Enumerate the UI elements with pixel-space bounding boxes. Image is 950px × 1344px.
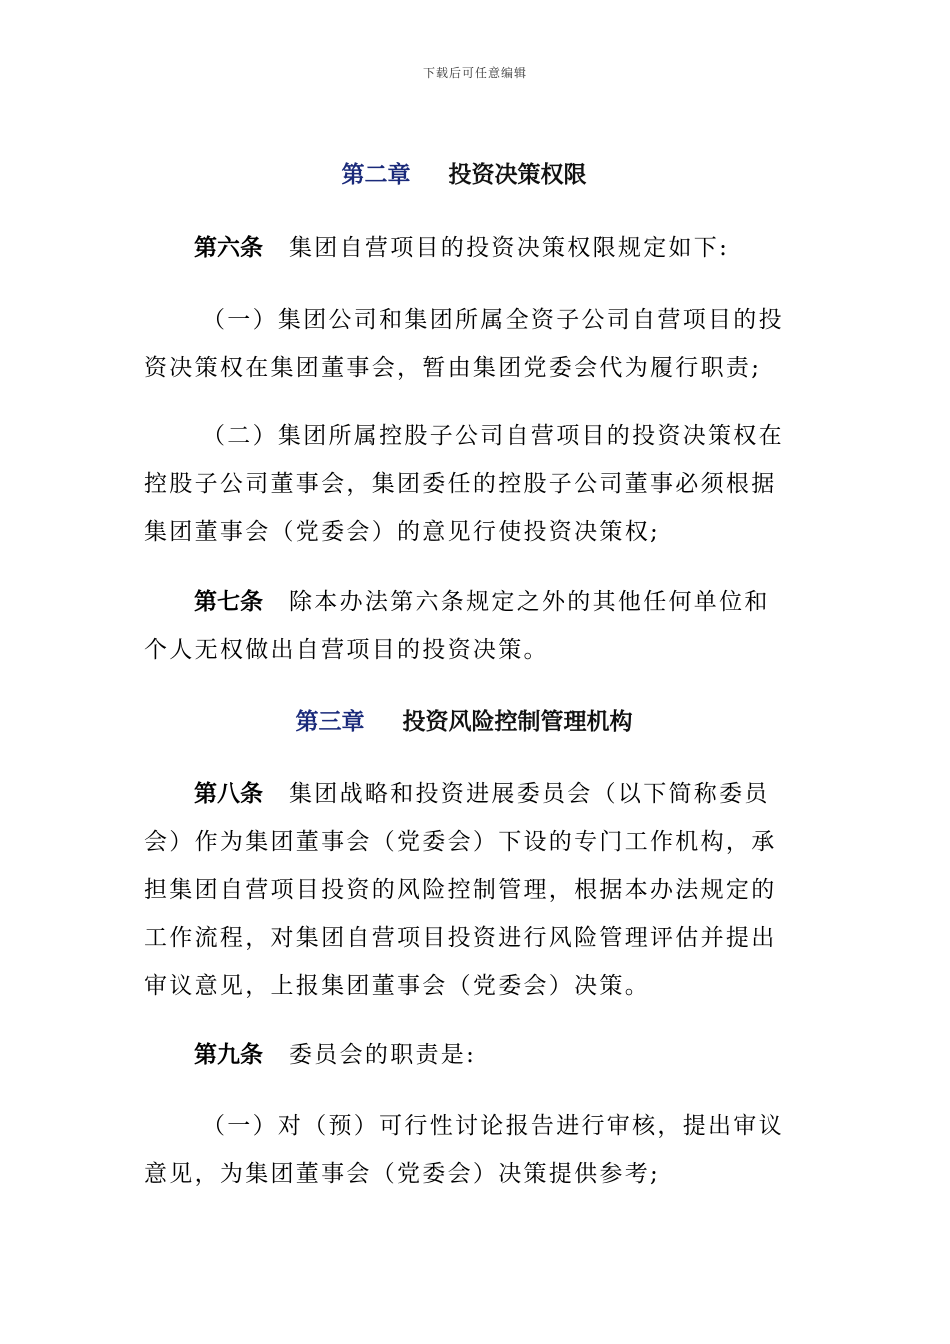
article-8-line-1: 集团战略和投资进展委员会（以下简称委员 bbox=[289, 781, 770, 807]
article-9-text: 委员会的职责是: bbox=[289, 1042, 477, 1068]
article-6-item-1-line-1: （一）集团公司和集团所属全资子公司自营项目的投 bbox=[202, 307, 784, 333]
article-6-label: 第六条 bbox=[194, 235, 263, 261]
article-8-line-2: 会）作为集团董事会（党委会）下设的专门工作机构，承 bbox=[144, 829, 777, 855]
article-8-line-4: 工作流程，对集团自营项目投资进行风险管理评估并提出 bbox=[144, 925, 777, 951]
article-8-line-5: 审议意见，上报集团董事会（党委会）决策。 bbox=[144, 973, 650, 999]
article-6-item-1-line-2: 资决策权在集团董事会，暂由集团党委会代为履行职责; bbox=[144, 355, 762, 381]
article-6-item-2-line-2: 控股子公司董事会，集团委任的控股子公司董事必须根据 bbox=[144, 471, 777, 497]
article-9-item-1-line-1: （一）对（预）可行性讨论报告进行审核，提出审议 bbox=[202, 1113, 784, 1139]
article-9-item-1 bbox=[144, 1102, 784, 1198]
page-header: 下载后可任意编辑 bbox=[422, 66, 527, 80]
chapter-3-title: 投资风险控制管理机构 bbox=[402, 709, 633, 735]
chapter-3-number: 第三章 bbox=[295, 709, 365, 735]
article-7-line-1: 除本办法第六条规定之外的其他任何单位和 bbox=[289, 589, 770, 615]
article-6 bbox=[144, 224, 784, 272]
article-6-item-1 bbox=[144, 296, 784, 392]
article-8-line-3: 担集团自营项目投资的风险控制管理，根据本办法规定的 bbox=[144, 877, 777, 903]
article-9-label: 第九条 bbox=[194, 1042, 263, 1068]
chapter-2-heading bbox=[144, 156, 784, 189]
chapter-2-title: 投资决策权限 bbox=[448, 162, 587, 188]
article-9 bbox=[144, 1031, 784, 1079]
article-6-item-2 bbox=[144, 412, 784, 556]
article-6-item-2-line-3: 集团董事会（党委会）的意见行使投资决策权; bbox=[144, 519, 661, 545]
article-7-line-2: 个人无权做出自营项目的投资决策。 bbox=[144, 637, 549, 663]
chapter-2-number: 第二章 bbox=[341, 162, 411, 188]
chapter-3-heading bbox=[144, 703, 784, 736]
article-7-label: 第七条 bbox=[194, 589, 263, 615]
article-6-text: 集团自营项目的投资决策权限规定如下: bbox=[289, 235, 730, 261]
article-7 bbox=[144, 578, 784, 674]
article-8 bbox=[144, 770, 784, 1010]
article-8-label: 第八条 bbox=[194, 781, 263, 807]
article-9-item-1-line-2: 意见，为集团董事会（党委会）决策提供参考; bbox=[144, 1161, 661, 1187]
article-6-item-2-line-1: （二）集团所属控股子公司自营项目的投资决策权在 bbox=[202, 423, 784, 449]
